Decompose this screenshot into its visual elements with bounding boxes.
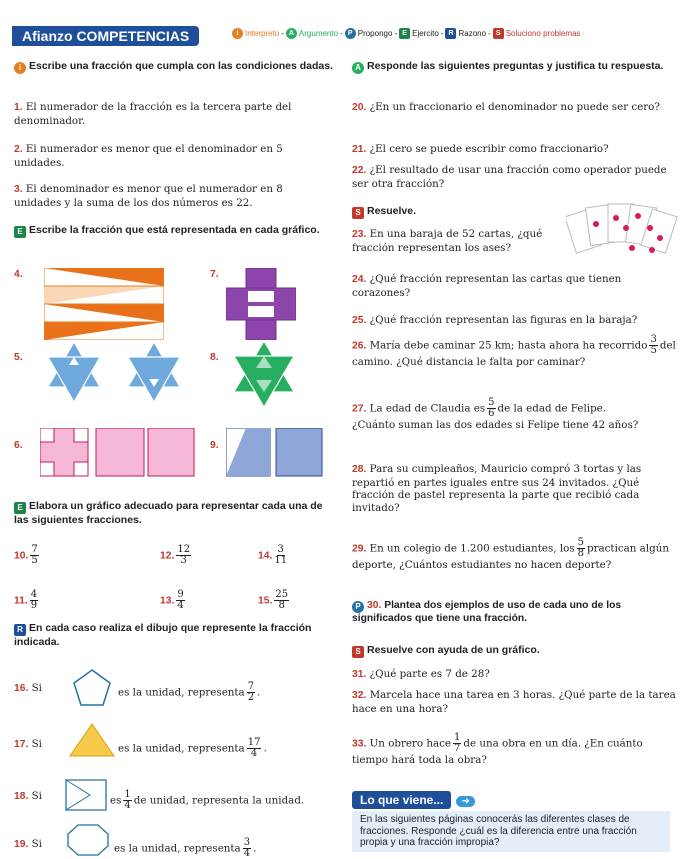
question-number: 14. (258, 550, 273, 562)
numerator: 12 (177, 544, 191, 555)
ejercito-icon: E (399, 28, 410, 39)
denominator: 9 (30, 600, 38, 611)
question-text: de una obra en un día. ¿En cuánto tiempo hará toda la obra? (352, 737, 643, 766)
argumento-icon: A (352, 62, 364, 74)
numerator: 17 (247, 737, 261, 748)
legend-label: Propongo (357, 29, 393, 38)
right-section-1 (352, 60, 672, 74)
denominator: 5 (650, 345, 657, 356)
question-17 (14, 738, 42, 752)
question-text: Un obrero hace (369, 737, 452, 750)
question-text: Si (31, 790, 42, 802)
fraction-item (14, 590, 40, 611)
question-text: es la unidad, representa (118, 742, 245, 755)
section-heading: En cada caso realiza el dibujo que represente la fracción indicada. (14, 622, 312, 648)
question-text: Si (31, 682, 42, 694)
numerator: 7 (247, 681, 255, 692)
ejercito-icon: E (14, 226, 26, 238)
legend-argumento: A Argumento - (286, 28, 343, 39)
question-25 (352, 314, 682, 328)
propongo-icon: P (352, 601, 364, 613)
question-number: 22. (352, 165, 367, 176)
fraction-item (14, 545, 41, 566)
question-text: de unidad, representa la unidad. (133, 794, 305, 807)
question-3 (14, 183, 326, 209)
denominator: 4 (243, 848, 251, 859)
whats-next-title: Lo que viene... (352, 791, 451, 809)
question-number: 33. (352, 738, 367, 750)
left-section-2 (14, 224, 334, 238)
legend-razono: R Razono - (445, 28, 490, 39)
section-title: Afianzo COMPETENCIAS (12, 26, 199, 46)
denominator: 11 (274, 555, 288, 566)
figure-number: 7. (210, 269, 219, 280)
question-number: 2. (14, 144, 23, 155)
question-19-text: es la unidad, representa $\frac{3}{4}$ . (114, 837, 257, 859)
denominator: 4 (250, 748, 258, 759)
question-number: 13. (160, 595, 175, 607)
section-heading: Responde las siguientes preguntas y justifica tu respuesta. (367, 60, 664, 72)
triangle-shape (68, 722, 116, 758)
question-number: 12. (160, 550, 175, 562)
playing-cards-illustration (566, 198, 678, 264)
denominator: 5 (31, 555, 38, 566)
question-text: El numerador es menor que el denominador en 5 unidades. (14, 143, 283, 169)
numerator: 5 (488, 397, 495, 408)
question-text: En una baraja de 52 cartas, ¿qué fracción representan los ases? (352, 228, 543, 254)
question-18 (14, 790, 42, 804)
fraction-item (258, 545, 289, 566)
question-17-text: es la unidad, representa $\frac{17}{4}$ . (118, 737, 267, 759)
octagon-shape (66, 823, 110, 857)
question-number: 30. (367, 600, 382, 611)
legend-ejercito: E Ejercito - (399, 28, 443, 39)
figure-8-star (224, 338, 304, 410)
left-section-1 (14, 60, 334, 74)
left-section-3 (14, 500, 334, 527)
question-text: ¿En un fraccionario el denominador no puede ser cero? (369, 101, 660, 113)
numerator: 7 (31, 544, 38, 555)
question-number: 16. (14, 683, 29, 694)
soluciono-icon: S (493, 28, 504, 39)
question-text: del camino. ¿Qué distancia le falta por caminar? (352, 339, 676, 368)
question-text: es la unidad, representa (114, 842, 241, 855)
pentagon-shape (72, 668, 112, 708)
propongo-icon: P (345, 28, 356, 39)
question-30 (352, 600, 682, 626)
figure-9-squares (226, 428, 326, 478)
question-text: María debe caminar 25 km; hasta ahora ha recorrido (369, 339, 648, 352)
legend-label: Ejercito (412, 29, 439, 38)
question-text: Si (31, 738, 42, 750)
interpreto-icon: i (232, 28, 243, 39)
numerator: 3 (243, 837, 251, 848)
question-23 (352, 228, 564, 254)
question-number: 23. (352, 229, 367, 240)
question-16-text: es la unidad, representa $\frac{7}{2}$ . (118, 681, 261, 703)
question-number: 26. (352, 340, 367, 352)
right-section-3 (352, 644, 672, 658)
question-22 (352, 164, 674, 190)
question-text: ¿Cuánto suman las dos edades si Felipe tiene 42 años? (352, 419, 639, 431)
question-text: Plantea dos ejemplos de uso de cada uno de los significados que tiene una fracción. (352, 600, 622, 624)
question-text: ¿El resultado de usar una fracción como operador puede ser otra fracción? (352, 164, 667, 190)
ejercito-icon: E (14, 502, 26, 514)
question-number: 19. (14, 839, 29, 850)
question-text: ¿El cero se puede escribir como fraccionario? (369, 143, 609, 155)
question-number: 28. (352, 464, 367, 475)
question-text: Para su cumpleaños, Mauricio compró 3 tortas y las repartió en partes iguales entre sus 24 invitados. ¿Qué fracción de pastel representa la parte que recibió cada invitado? (352, 463, 642, 514)
question-20 (352, 101, 674, 115)
question-number: 1. (14, 102, 23, 113)
question-text: La edad de Claudia es (369, 402, 486, 415)
figure-5-stars (36, 338, 196, 406)
question-32 (352, 689, 682, 715)
question-text: Marcela hace una tarea en 3 horas. ¿Qué parte de la tarea hace en una hora? (352, 689, 676, 715)
question-text: de la edad de Felipe. (497, 402, 607, 415)
question-text: ¿Qué fracción representan las figuras en la baraja? (369, 314, 638, 326)
question-text: El numerador de la fracción es la tercera parte del denominador. (14, 101, 292, 127)
question-29 (352, 538, 678, 572)
question-text: Si (31, 838, 42, 850)
question-number: 29. (352, 543, 367, 555)
figure-number: 4. (14, 269, 23, 280)
legend-label: Interpreto (245, 29, 280, 38)
question-26 (352, 335, 678, 369)
question-18-text (110, 790, 304, 811)
question-number: 21. (352, 144, 367, 155)
question-number: 10. (14, 550, 29, 562)
argumento-icon: A (286, 28, 297, 39)
denominator: 3 (180, 555, 187, 566)
legend-interpreto: i Interpreto - (232, 28, 284, 39)
question-27 (352, 398, 678, 432)
question-text: ¿Qué parte es 7 de 28? (369, 668, 490, 680)
question-number: 24. (352, 274, 367, 285)
question-31 (352, 668, 678, 682)
figure-number: 5. (14, 352, 23, 363)
denominator: 4 (124, 800, 131, 811)
fraction-item (160, 545, 193, 566)
question-21 (352, 143, 674, 157)
question-number: 20. (352, 102, 367, 113)
question-text: practican algún deporte, ¿Cuántos estudiantes no hacen deporte? (352, 542, 669, 571)
numerator: 4 (30, 589, 38, 600)
question-16 (14, 682, 42, 696)
question-number: 15. (258, 595, 273, 607)
whats-next-box (352, 789, 670, 857)
razono-icon: R (14, 624, 26, 636)
figure-4-triangles (44, 268, 164, 340)
fraction-item (258, 590, 291, 611)
denominator: 8 (278, 600, 285, 611)
question-number: 25. (352, 315, 367, 326)
numerator: 1 (454, 732, 461, 743)
figure-number: 6. (14, 440, 23, 451)
question-text: ¿Qué fracción representan las cartas que tienen corazones? (352, 273, 622, 299)
fraction-item (160, 590, 187, 611)
question-number: 17. (14, 739, 29, 750)
arrow-right-icon: ➜ (456, 796, 474, 807)
question-text: es (110, 794, 122, 807)
question-number: 18. (14, 791, 29, 802)
question-33 (352, 733, 678, 767)
soluciono-icon: S (352, 207, 364, 219)
question-text: El denominador es menor que el numerador en 8 unidades y la suma de los dos números es 22. (14, 183, 283, 209)
legend-propongo: P Propongo - (345, 28, 397, 39)
legend-soluciono (493, 28, 581, 39)
numerator: 3 (650, 334, 657, 345)
figure-number: 8. (210, 352, 219, 363)
figure-number: 9. (210, 440, 219, 451)
legend-label: Razono (458, 29, 487, 38)
denominator: 2 (247, 692, 255, 703)
question-28 (352, 463, 678, 514)
right-section-2 (352, 205, 552, 219)
denominator: 8 (577, 548, 585, 559)
legend-label: Argumento (298, 29, 339, 38)
question-number: 11. (14, 595, 28, 607)
denominator: 6 (488, 408, 495, 419)
question-number: 32. (352, 690, 367, 701)
question-19 (14, 838, 42, 852)
question-number: 3. (14, 184, 23, 195)
numerator: 5 (577, 537, 585, 548)
figure-6-squares (40, 428, 195, 478)
soluciono-icon: S (352, 646, 364, 658)
figure-7-cross (226, 268, 296, 340)
section-heading: Elabora un gráfico adecuado para representar cada una de las siguientes fracciones. (14, 500, 323, 526)
left-section-4 (14, 622, 334, 649)
denominator: 7 (454, 743, 461, 754)
whats-next-text: En las siguientes páginas conocerás las diferentes clases de fracciones. Responde ¿cuál es la diferencia entre una fracción propia y una fracción impropia? (352, 811, 670, 852)
legend-label: Soluciono problemas (505, 29, 581, 38)
section-heading: Escribe la fracción que está representada en cada gráfico. (29, 224, 320, 236)
section-heading: Resuelve con ayuda de un gráfico. (367, 644, 540, 656)
question-2 (14, 143, 326, 169)
numerator: 1 (124, 789, 131, 800)
section-heading: Escribe una fracción que cumpla con las condiciones dadas. (29, 60, 334, 72)
question-1 (14, 101, 326, 127)
question-text: En un colegio de 1.200 estudiantes, los (369, 542, 575, 555)
question-text: es la unidad, representa (118, 686, 245, 699)
numerator: 25 (275, 589, 289, 600)
section-heading: Resuelve. (367, 205, 417, 217)
razono-icon: R (445, 28, 456, 39)
question-number: 31. (352, 669, 367, 680)
interpreto-icon: i (14, 62, 26, 74)
competency-legend (232, 28, 580, 39)
rhombus-shape (64, 778, 108, 812)
question-number: 27. (352, 403, 367, 415)
numerator: 3 (277, 544, 284, 555)
numerator: 9 (177, 589, 184, 600)
denominator: 4 (177, 600, 184, 611)
question-24 (352, 273, 678, 299)
